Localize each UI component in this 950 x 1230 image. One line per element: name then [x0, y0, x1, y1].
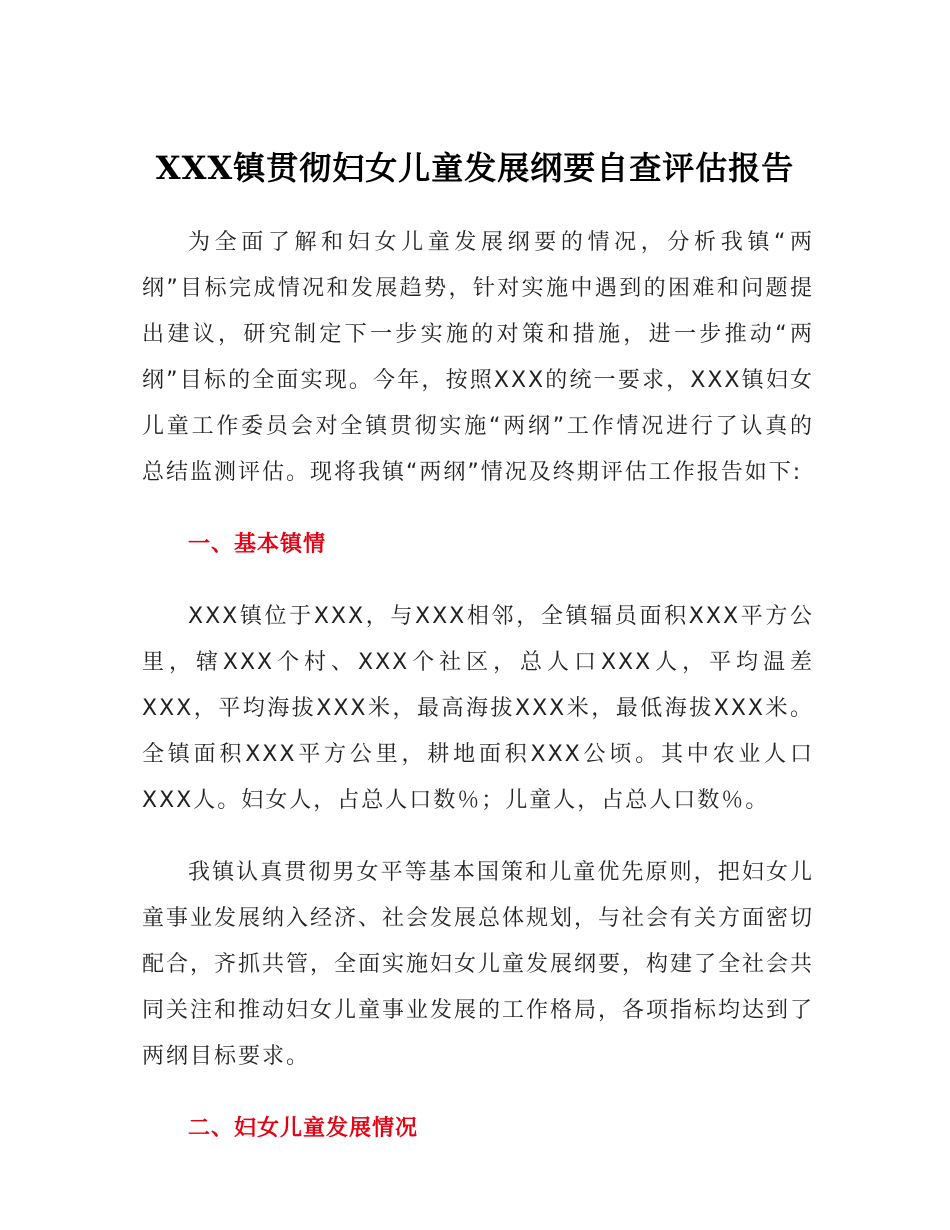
spacer [142, 496, 814, 522]
intro-paragraph: 为全面了解和妇女儿童发展纲要的情况，分析我镇“两纲”目标完成情况和发展趋势，针对实施中遇到的困难和问题提出建议，研究制定下一步实施的对策和措施，进一步推动“两纲”目标的全面实现。今年，按照XXX的统一要求，XXX镇妇女儿童工作委员会对全镇贯彻实施“两纲”工作情况进行了认真的总结监测评估。现将我镇“两纲”情况及终期评估工作报告如下: [142, 230, 814, 485]
document-title: XXX镇贯彻妇女儿童发展纲要自查评估报告 [155, 149, 795, 187]
section-paragraph: XXX镇位于XXX，与XXX相邻，全镇辐员面积XXX平方公里，辖XXX个村、XXX个社区，总人口XXX人，平均温差XXX，平均海拔XXX米，最高海拔XXX米，最低海拔XXX米。全镇面积XXX平方公里，耕地面积XXX公顷。其中农业人口XXX人。妇女人，占总人口数％；儿童人，占总人口数％。 [142, 604, 814, 813]
section-heading-basic-info: 一、基本镇情 [188, 532, 327, 557]
document-body [142, 220, 814, 1152]
spacer [142, 568, 814, 594]
spacer [142, 824, 814, 850]
section-paragraph: 我镇认真贯彻男女平等基本国策和儿童优先原则，把妇女儿童事业发展纳入经济、社会发展总体规划，与社会有关方面密切配合，齐抓共管，全面实施妇女儿童发展纲要，构建了全社会共同关注和推动妇女儿童事业发展的工作格局，各项指标均达到了两纲目标要求。 [142, 860, 815, 1069]
spacer [142, 1080, 814, 1106]
section-heading-development: 二、妇女儿童发展情况 [188, 1116, 419, 1141]
